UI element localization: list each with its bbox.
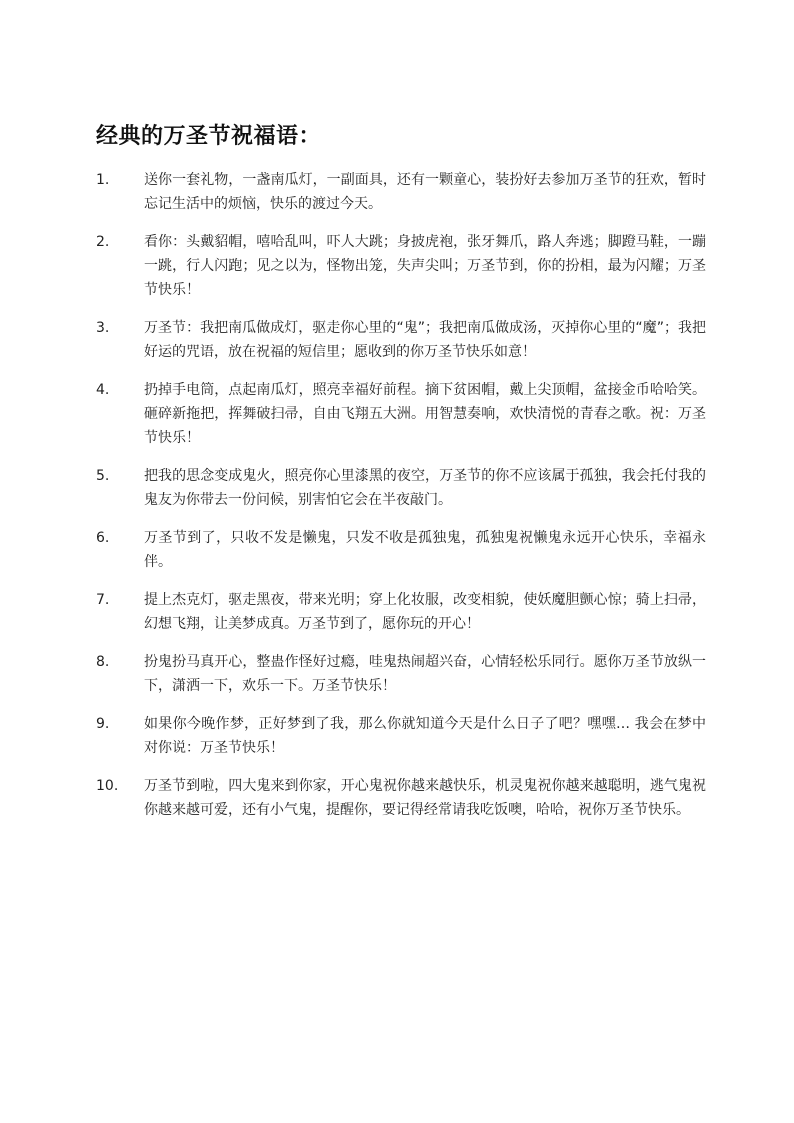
list-item bbox=[96, 316, 706, 364]
list-item-number: 1. bbox=[96, 172, 110, 188]
list-item bbox=[96, 378, 706, 450]
list-item-text: 看你：头戴貂帽，嘻哈乱叫，吓人大跳；身披虎袍，张牙舞爪，路人奔逃；脚蹬马鞋，一蹦一跳，行人闪跑；见之以为，怪物出笼，失声尖叫；万圣节到，你的扮相，最为闪耀；万圣节快乐！ bbox=[144, 234, 706, 298]
wish-list bbox=[96, 168, 706, 836]
list-item-number: 4. bbox=[96, 382, 110, 398]
list-item-text: 万圣节到了，只收不发是懒鬼，只发不收是孤独鬼，孤独鬼祝懒鬼永远开心快乐，幸福永伴。 bbox=[144, 530, 706, 570]
list-item bbox=[96, 526, 706, 574]
list-item bbox=[96, 712, 706, 760]
list-item-text: 万圣节到啦，四大鬼来到你家，开心鬼祝你越来越快乐，机灵鬼祝你越来越聪明，逃气鬼祝你越来越可爱，还有小气鬼，提醒你，要记得经常请我吃饭噢，哈哈，祝你万圣节快乐。 bbox=[144, 778, 706, 818]
list-item-number: 8. bbox=[96, 654, 110, 670]
list-item-text: 提上杰克灯，驱走黑夜，带来光明；穿上化妆服，改变相貌，使妖魔胆颤心惊；骑上扫帚，幻想飞翔，让美梦成真。万圣节到了，愿你玩的开心！ bbox=[144, 592, 706, 632]
list-item-text: 送你一套礼物，一盏南瓜灯，一副面具，还有一颗童心，装扮好去参加万圣节的狂欢，暂时忘记生活中的烦恼，快乐的渡过今天。 bbox=[144, 172, 706, 212]
list-item bbox=[96, 650, 706, 698]
document-title: 经典的万圣节祝福语： bbox=[96, 124, 322, 149]
list-item bbox=[96, 774, 706, 822]
list-item-text: 如果你今晚作梦，正好梦到了我，那么你就知道今天是什么日子了吧？嘿嘿… 我会在梦中对你说：万圣节快乐！ bbox=[144, 716, 706, 756]
list-item-number: 7. bbox=[96, 592, 110, 608]
list-item-text: 把我的思念变成鬼火，照亮你心里漆黑的夜空，万圣节的你不应该属于孤独，我会托付我的鬼友为你带去一份问候，别害怕它会在半夜敲门。 bbox=[144, 468, 706, 508]
list-item-text: 万圣节：我把南瓜做成灯，驱走你心里的“鬼”；我把南瓜做成汤，灭掉你心里的“魔”；我把好运的咒语，放在祝福的短信里；愿收到的你万圣节快乐如意！ bbox=[144, 320, 706, 360]
list-item-number: 5. bbox=[96, 468, 110, 484]
list-item bbox=[96, 588, 706, 636]
list-item-number: 2. bbox=[96, 234, 110, 250]
list-item bbox=[96, 464, 706, 512]
list-item bbox=[96, 230, 706, 302]
list-item-number: 6. bbox=[96, 530, 110, 546]
list-item-text: 扮鬼扮马真开心，整蛊作怪好过瘾，哇鬼热闹超兴奋，心情轻松乐同行。愿你万圣节放纵一下，潇洒一下，欢乐一下。万圣节快乐！ bbox=[144, 654, 706, 694]
list-item-number: 3. bbox=[96, 320, 110, 336]
list-item-text: 扔掉手电筒，点起南瓜灯，照亮幸福好前程。摘下贫困帽，戴上尖顶帽，盆接金币哈哈笑。砸碎新拖把，挥舞破扫帚，自由飞翔五大洲。用智慧奏响，欢快清悦的青春之歌。祝：万圣节快乐！ bbox=[144, 382, 706, 446]
list-item-number: 10. bbox=[96, 778, 119, 794]
list-item bbox=[96, 168, 706, 216]
list-item-number: 9. bbox=[96, 716, 110, 732]
